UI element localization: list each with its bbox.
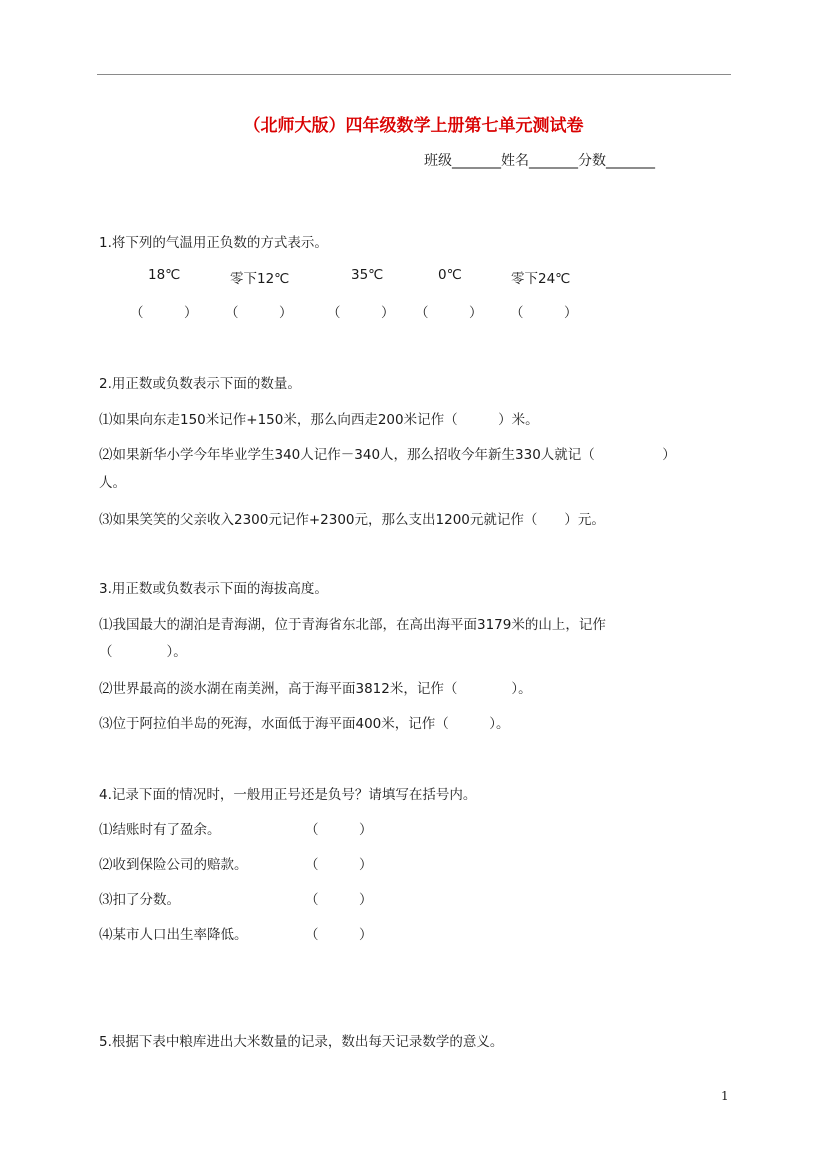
q1-answer-blank-4[interactable]: （ ） — [415, 305, 483, 321]
q1-temp-2: 零下12℃ — [230, 271, 290, 287]
q3-heading: 3.用正数或负数表示下面的海拔高度。 — [99, 581, 328, 597]
header-rule — [97, 74, 731, 75]
q2-item-2: ⑵如果新华小学今年毕业学生340人记作－340人，那么招收今年新生330人就记（ ） — [99, 447, 676, 463]
student-info-line: 班级_______姓名_______分数_______ — [424, 153, 655, 169]
q4-answer-blank-1[interactable]: （ ） — [305, 822, 373, 838]
q2-heading: 2.用正数或负数表示下面的数量。 — [99, 376, 301, 392]
q1-temp-4: 0℃ — [438, 267, 462, 283]
q1-answer-blank-5[interactable]: （ ） — [510, 305, 578, 321]
q1-answer-blank-2[interactable]: （ ） — [225, 305, 293, 321]
q2-item-2-continued: 人。 — [99, 475, 126, 491]
q1-temp-1: 18℃ — [148, 267, 181, 283]
q5-heading: 5.根据下表中粮库进出大米数量的记录，数出每天记录数学的意义。 — [99, 1034, 504, 1050]
q1-temp-5: 零下24℃ — [511, 271, 571, 287]
q3-item-1-continued: （ ）。 — [99, 644, 187, 660]
q1-heading: 1.将下列的气温用正负数的方式表示。 — [99, 235, 328, 251]
q4-answer-blank-3[interactable]: （ ） — [305, 892, 373, 908]
q1-answer-blank-3[interactable]: （ ） — [327, 305, 395, 321]
q4-item-2: ⑵收到保险公司的赔款。 — [99, 857, 248, 873]
q3-item-3: ⑶位于阿拉伯半岛的死海，水面低于海平面400米，记作（ ）。 — [99, 716, 510, 732]
q4-answer-blank-2[interactable]: （ ） — [305, 857, 373, 873]
q4-answer-blank-4[interactable]: （ ） — [305, 927, 373, 943]
q2-item-1: ⑴如果向东走150米记作+150米，那么向西走200米记作（ ）米。 — [99, 412, 539, 428]
document-title: （北师大版）四年级数学上册第七单元测试卷 — [243, 116, 584, 136]
q3-item-1: ⑴我国最大的湖泊是青海湖，位于青海省东北部，在高出海平面3179米的山上，记作 — [99, 617, 606, 633]
q4-heading: 4.记录下面的情况时，一般用正号还是负号？请填写在括号内。 — [99, 787, 477, 803]
page-number: 1 — [721, 1089, 729, 1103]
q4-item-3: ⑶扣了分数。 — [99, 892, 180, 908]
q1-temp-3: 35℃ — [351, 267, 384, 283]
q4-item-4: ⑷某市人口出生率降低。 — [99, 927, 248, 943]
q1-answer-blank-1[interactable]: （ ） — [130, 305, 198, 321]
q2-item-3: ⑶如果笑笑的父亲收入2300元记作+2300元，那么支出1200元就记作（ ）元。 — [99, 512, 605, 528]
q3-item-2: ⑵世界最高的淡水湖在南美洲，高于海平面3812米，记作（ ）。 — [99, 681, 532, 697]
q4-item-1: ⑴结账时有了盈余。 — [99, 822, 221, 838]
